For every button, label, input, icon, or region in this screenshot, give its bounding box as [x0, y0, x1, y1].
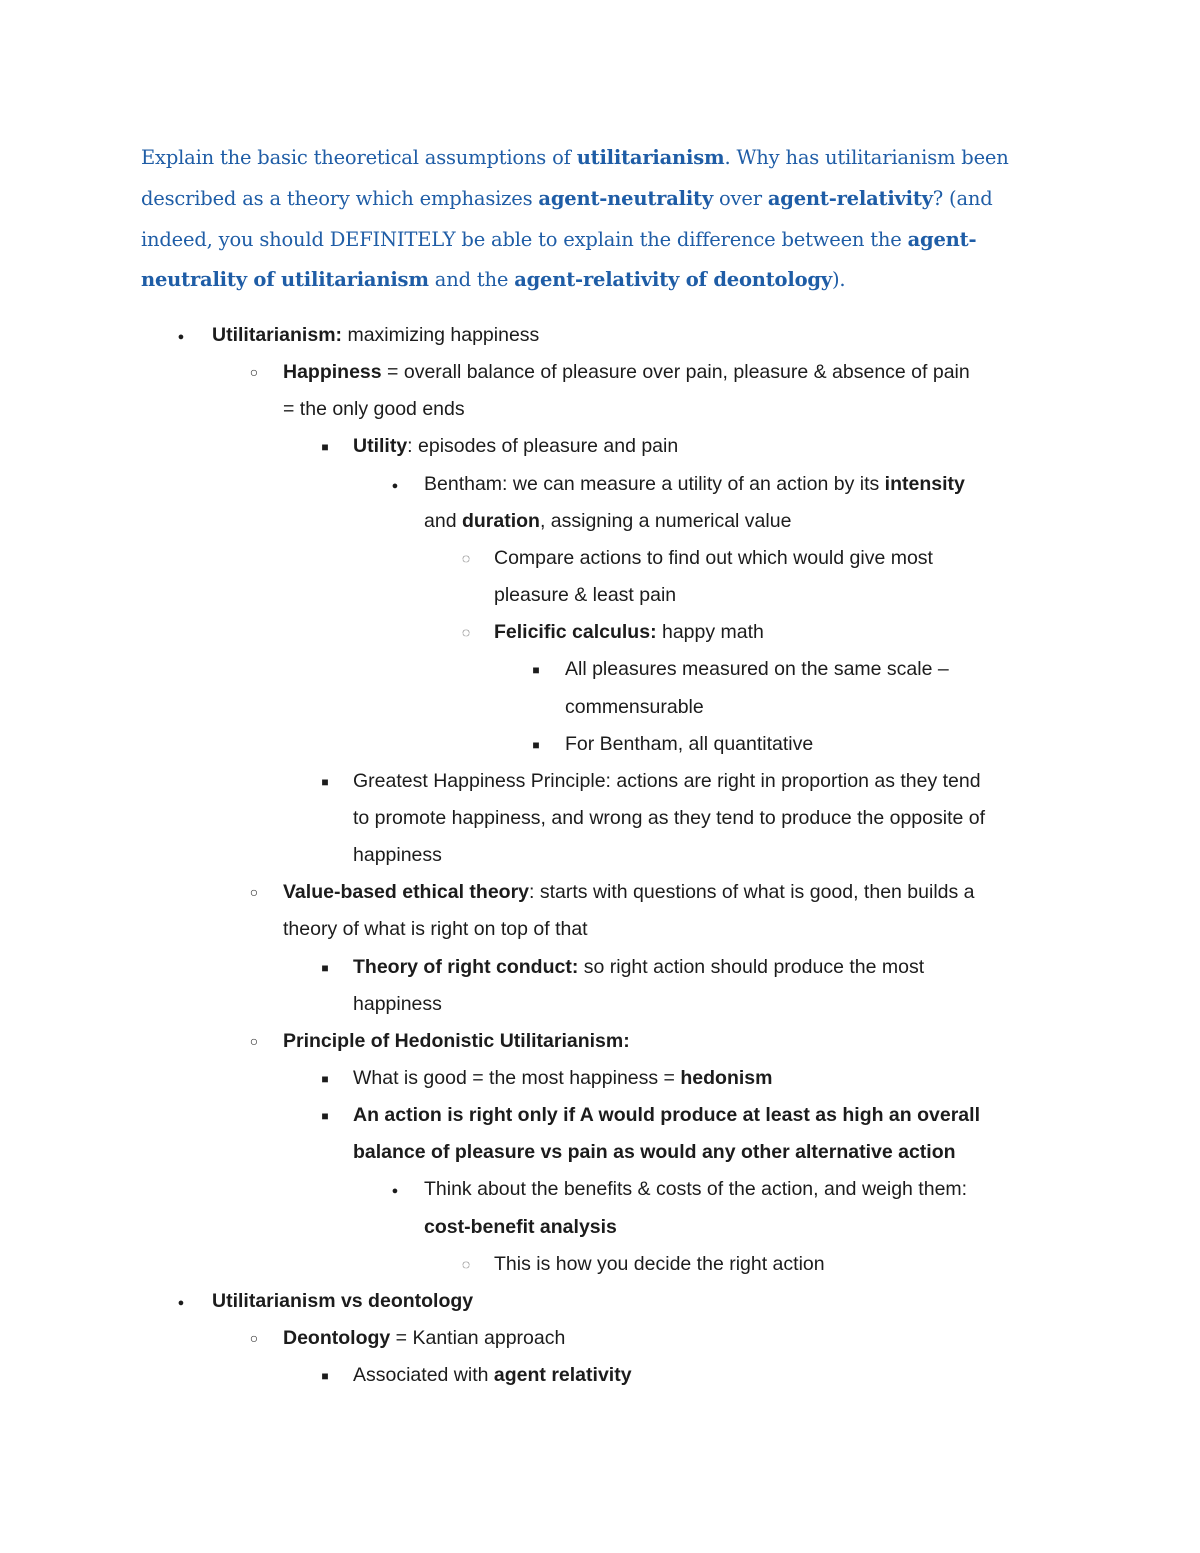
- square-bullet-icon: [315, 1097, 335, 1136]
- note-text: Associated with: [353, 1364, 494, 1387]
- outline-item-level-2: [283, 874, 975, 912]
- outline-item-level-5: [494, 540, 933, 578]
- question-key-term: agent-neutrality of utilitarianism: [141, 227, 977, 292]
- note-text: Bentham: we can measure a utility of an action by its: [424, 472, 885, 495]
- note-text: This is how you decide the right action: [494, 1252, 825, 1275]
- question-text: ).: [831, 268, 846, 292]
- question-text: . Why has utilitarianism been described as a theory which emphasizes: [141, 146, 1009, 210]
- bold-term: agent relativity: [493, 1364, 632, 1387]
- bold-term: intensity: [884, 472, 965, 495]
- bold-term: An action is right only if A would produce at least as high an overall: [353, 1104, 980, 1127]
- note-text: to promote happiness, and wrong as they tend to produce the opposite of: [353, 806, 986, 829]
- circle-bullet-icon: [244, 1320, 264, 1358]
- outline-item-level-4: [424, 466, 965, 504]
- note-text: For Bentham, all quantitative: [565, 732, 814, 755]
- outline-item-level-2: [283, 911, 588, 949]
- outline-item-level-3: [353, 800, 985, 838]
- outline-item-level-6: [565, 726, 813, 764]
- outline-item-level-2: [283, 354, 970, 392]
- note-text: = overall balance of pleasure over pain, pleasure & absence of pain: [381, 361, 970, 384]
- question-text: ? (and indeed, you should DEFINITELY be able to explain the difference between the: [141, 186, 993, 251]
- note-text: : starts with questions of what is good, then builds a: [529, 881, 975, 904]
- outline-item-level-2: [283, 391, 465, 429]
- outline-item-level-3: [353, 763, 981, 801]
- bold-term: cost-benefit analysis: [424, 1215, 617, 1238]
- question-key-term: utilitarianism: [576, 146, 725, 169]
- note-text: Compare actions to find out which would give most: [494, 546, 933, 569]
- outline-item-level-6: [565, 651, 949, 689]
- note-text: happiness: [353, 992, 442, 1015]
- outline-item-level-4: [424, 503, 791, 541]
- outline-item-level-3: [353, 1357, 632, 1395]
- outline-item-level-3: [353, 1134, 956, 1172]
- outline-item-level-3: [353, 949, 924, 987]
- note-text: Think about the benefits & costs of the action, and weigh them:: [424, 1178, 968, 1201]
- outline-item-level-1: [212, 317, 539, 355]
- question-text: Explain the basic theoretical assumptions of: [141, 146, 577, 169]
- disc-bullet-icon: [171, 1283, 191, 1323]
- note-text: Greatest Happiness Principle: actions are right in proportion as they tend: [353, 769, 981, 792]
- note-text: All pleasures measured on the same scale –: [565, 658, 949, 681]
- bold-term: balance of pleasure vs pain as would any other alternative action: [353, 1141, 956, 1164]
- note-text: = the only good ends: [283, 398, 465, 421]
- bold-term: Utilitarianism:: [212, 324, 343, 346]
- outline-item-level-5: [494, 1246, 825, 1284]
- outline-item-level-3: [353, 1060, 772, 1098]
- outline-item-level-2: [283, 1320, 565, 1358]
- note-text: = Kantian approach: [390, 1327, 566, 1350]
- note-text: and: [424, 509, 462, 532]
- note-text: happy math: [656, 621, 764, 644]
- square-bullet-icon: [315, 763, 335, 802]
- outline-item-level-2: [283, 1023, 630, 1061]
- square-bullet-icon: [526, 726, 546, 765]
- square-bullet-icon: [315, 1060, 335, 1099]
- bold-term: hedonism: [680, 1067, 773, 1089]
- dotcircle-bullet-icon: [456, 1246, 476, 1284]
- square-bullet-icon: [315, 1357, 335, 1396]
- outline-item-level-4: [424, 1171, 967, 1209]
- circle-bullet-icon: [244, 354, 264, 392]
- outline-item-level-3: [353, 428, 678, 466]
- outline-item-level-3: [353, 1097, 980, 1135]
- bold-term: duration: [461, 509, 540, 532]
- bold-term: Theory of right conduct:: [353, 955, 579, 978]
- question-key-term: agent-relativity: [767, 186, 933, 210]
- outline-item-level-1: [212, 1283, 473, 1321]
- note-text: maximizing happiness: [342, 324, 540, 346]
- note-text: : episodes of pleasure and pain: [407, 435, 679, 458]
- bold-term: Principle of Hedonistic Utilitarianism:: [283, 1029, 630, 1052]
- outline-item-level-6: [565, 689, 704, 727]
- outline-item-level-3: [353, 986, 442, 1024]
- square-bullet-icon: [315, 428, 335, 467]
- bold-term: Happiness: [283, 361, 382, 384]
- bold-term: Felicific calculus:: [494, 621, 657, 644]
- note-text: What is good = the most happiness =: [353, 1067, 681, 1089]
- circle-bullet-icon: [244, 874, 264, 912]
- square-bullet-icon: [315, 949, 335, 988]
- dotcircle-bullet-icon: [456, 540, 476, 578]
- note-text: theory of what is right on top of that: [283, 918, 588, 941]
- bold-term: Deontology: [283, 1327, 391, 1350]
- question-text: over: [713, 186, 768, 210]
- note-text: commensurable: [565, 695, 704, 718]
- note-text: pleasure & least pain: [494, 584, 677, 607]
- outline-item-level-5: [494, 577, 676, 615]
- bold-term: Value-based ethical theory: [283, 881, 530, 904]
- question-key-term: agent-neutrality: [538, 186, 713, 210]
- question-key-term: agent-relativity of deontology: [514, 268, 832, 292]
- dotcircle-bullet-icon: [456, 614, 476, 652]
- note-text: , assigning a numerical value: [539, 509, 792, 532]
- note-text: so right action should produce the most: [578, 955, 925, 978]
- question-text: and the: [428, 268, 515, 292]
- assignment-question: [141, 138, 1061, 301]
- circle-bullet-icon: [244, 1023, 264, 1061]
- square-bullet-icon: [526, 651, 546, 690]
- note-text: happiness: [353, 844, 442, 867]
- disc-bullet-icon: [171, 317, 191, 357]
- outline-item-level-5: [494, 614, 764, 652]
- bold-term: Utilitarianism vs deontology: [212, 1289, 474, 1312]
- outline-item-level-3: [353, 837, 442, 875]
- bold-term: Utility: [353, 435, 408, 458]
- outline-item-level-4: [424, 1209, 617, 1247]
- disc-bullet-icon: [385, 1171, 405, 1211]
- disc-bullet-icon: [385, 466, 405, 506]
